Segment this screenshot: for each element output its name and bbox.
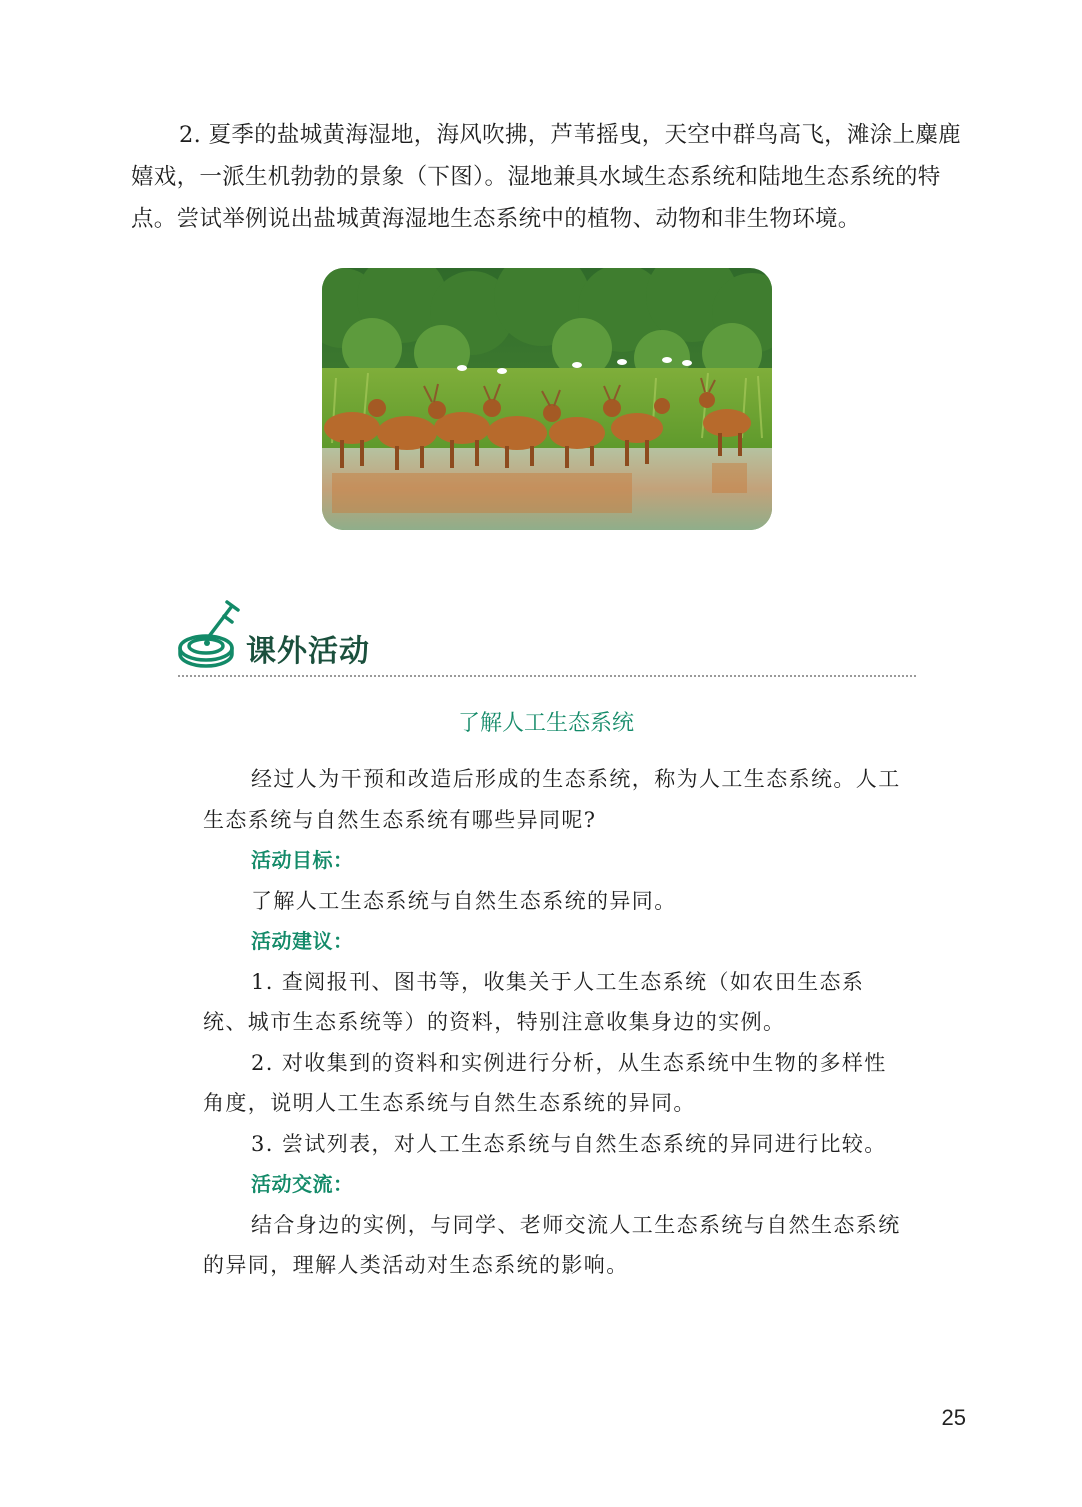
activity-title: 了解人工生态系统 (457, 711, 634, 736)
question-paragraph (131, 114, 971, 240)
activity-body (203, 759, 903, 1286)
section-divider (178, 675, 916, 677)
exchange-label: 活动交流： (251, 1172, 354, 1196)
wetland-deer-photo (322, 268, 772, 530)
suggestion-item: 2. 对收集到的资料和实例进行分析，从生态系统中生物的多样性角度，说明人工生态系统与自然生态系统的异同。 (203, 1050, 887, 1115)
question-text: 2. 夏季的盐城黄海湿地，海风吹拂，芦苇摇曳，天空中群鸟高飞，滩涂上麋鹿嬉戏，一派生机勃勃的景象（下图）。湿地兼具水域生态系统和陆地生态系统的特点。尝试举例说出盐城黄海湿地生态系统中的植物、动物和非生物环境。 (131, 122, 961, 232)
dropper-petri-dish-icon (176, 596, 246, 676)
goal-text: 了解人工生态系统与自然生态系统的异同。 (251, 888, 677, 913)
goal-label: 活动目标： (251, 848, 354, 872)
section-title: 课外活动 (246, 634, 370, 669)
page-number: 25 (941, 1405, 966, 1430)
exchange-text: 结合身边的实例，与同学、老师交流人工生态系统与自然生态系统的异同，理解人类活动对生态系统的影响。 (203, 1212, 901, 1277)
activity-intro: 经过人为干预和改造后形成的生态系统，称为人工生态系统。人工生态系统与自然生态系统有哪些异同呢? (203, 767, 901, 832)
suggestion-item: 3. 尝试列表，对人工生态系统与自然生态系统的异同进行比较。 (251, 1131, 887, 1156)
section-header (176, 596, 916, 680)
suggestion-label: 活动建议： (251, 929, 354, 953)
suggestion-item: 1. 查阅报刊、图书等，收集关于人工生态系统（如农田生态系统、城市生态系统等）的资料，特别注意收集身边的实例。 (203, 969, 865, 1034)
